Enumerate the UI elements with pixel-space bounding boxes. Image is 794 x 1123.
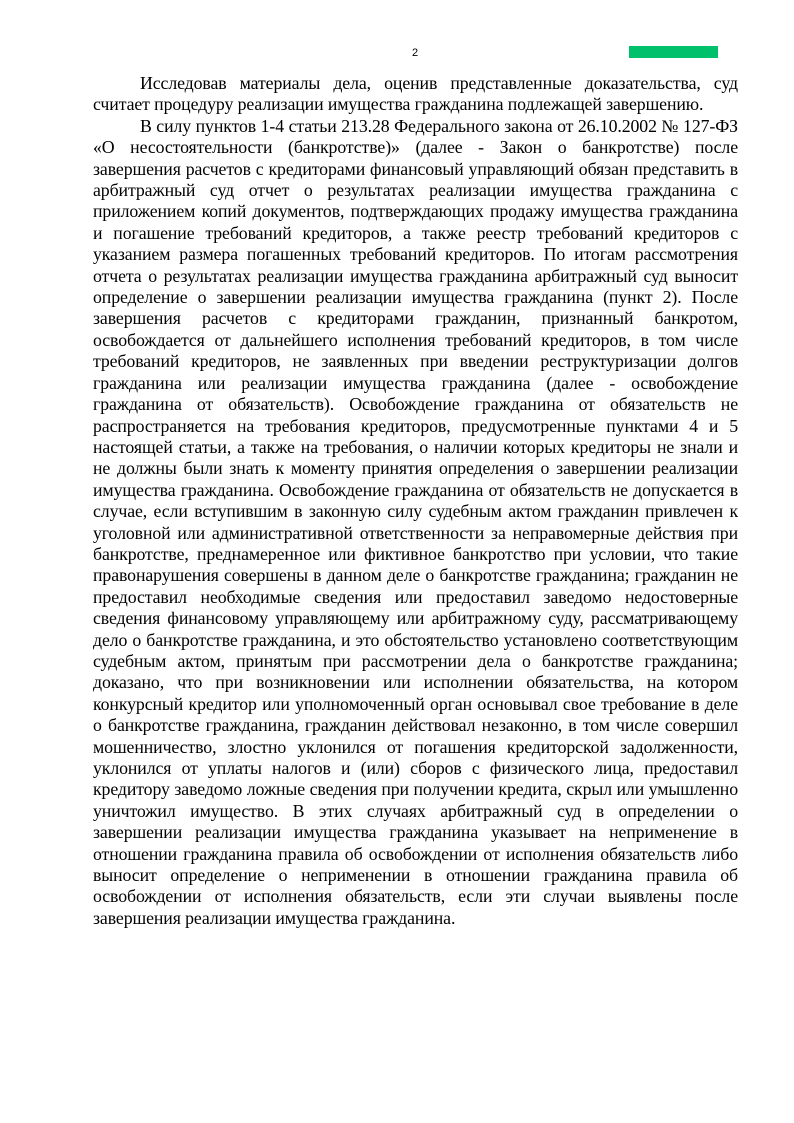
- paragraph-legal-basis: В силу пунктов 1-4 статьи 213.28 Федерального закона от 26.10.2002 № 127-ФЗ «О несостоятельности (банкротстве)» (далее - Закон о банкротстве) после завершения расчетов с кредиторами финансовый управляющий обязан представить в арбитражный суд отчет о результатах реализации имущества гражданина с приложением копий документов, подтверждающих продажу имущества гражданина и погашение требований кредиторов, а также реестр требований кредиторов с указанием размера погашенных требований кредиторов. По итогам рассмотрения отчета о результатах реализации имущества гражданина арбитражный суд выносит определение о завершении реализации имущества гражданина (пункт 2). После завершения расчетов с кредиторами гражданин, признанный банкротом, освобождается от дальнейшего исполнения требований кредиторов, в том числе требований кредиторов, не заявленных при введении реструктуризации долгов гражданина или реализации имущества гражданина (далее - освобождение гражданина от обязательств). Освобождение гражданина от обязательств не распространяется на требования кредиторов, предусмотренные пунктами 4 и 5 настоящей статьи, а также на требования, о наличии которых кредиторы не знали и не должны были знать к моменту принятия определения о завершении реализации имущества гражданина. Освобождение гражданина от обязательств не допускается в случае, если вступившим в законную силу судебным актом гражданин привлечен к уголовной или административной ответственности за неправомерные действия при банкротстве, преднамеренное или фиктивное банкротство при условии, что такие правонарушения совершены в данном деле о банкротстве гражданина; гражданин не предоставил необходимые сведения или предоставил заведомо недостоверные сведения финансовому управляющему или арбитражному суду, рассматривающему дело о банкротстве гражданина, и это обстоятельство установлено соответствующим судебным актом, принятым при рассмотрении дела о банкротстве гражданина; доказано, что при возникновении или исполнении обязательства, на котором конкурсный кредитор или уполномоченный орган основывал свое требование в деле о банкротстве гражданина, гражданин действовал незаконно, в том числе совершил мошенничество, злостно уклонился от погашения кредиторской задолженности, уклонился от уплаты налогов и (или) сборов с физического лица, предоставил кредитору заведомо ложные сведения при получении кредита, скрыл или умышленно уничтожил имущество. В этих случаях арбитражный суд в определении о завершении реализации имущества гражданина указывает на неприменение в отношении гражданина правила об освобождении от исполнения обязательств либо выносит определение о неприменении в отношении гражданина правила об освобождении от исполнения обязательств, если эти случаи выявлены после завершения реализации имущества гражданина.: [93, 115, 738, 928]
- document-body: [93, 73, 738, 929]
- paragraph-conclusion: Исследовав материалы дела, оценив представленные доказательства, суд считает процедуру реализации имущества гражданина подлежащей завершению.: [93, 73, 738, 115]
- page-number: 2: [411, 47, 419, 59]
- green-marker-bar: [629, 46, 718, 58]
